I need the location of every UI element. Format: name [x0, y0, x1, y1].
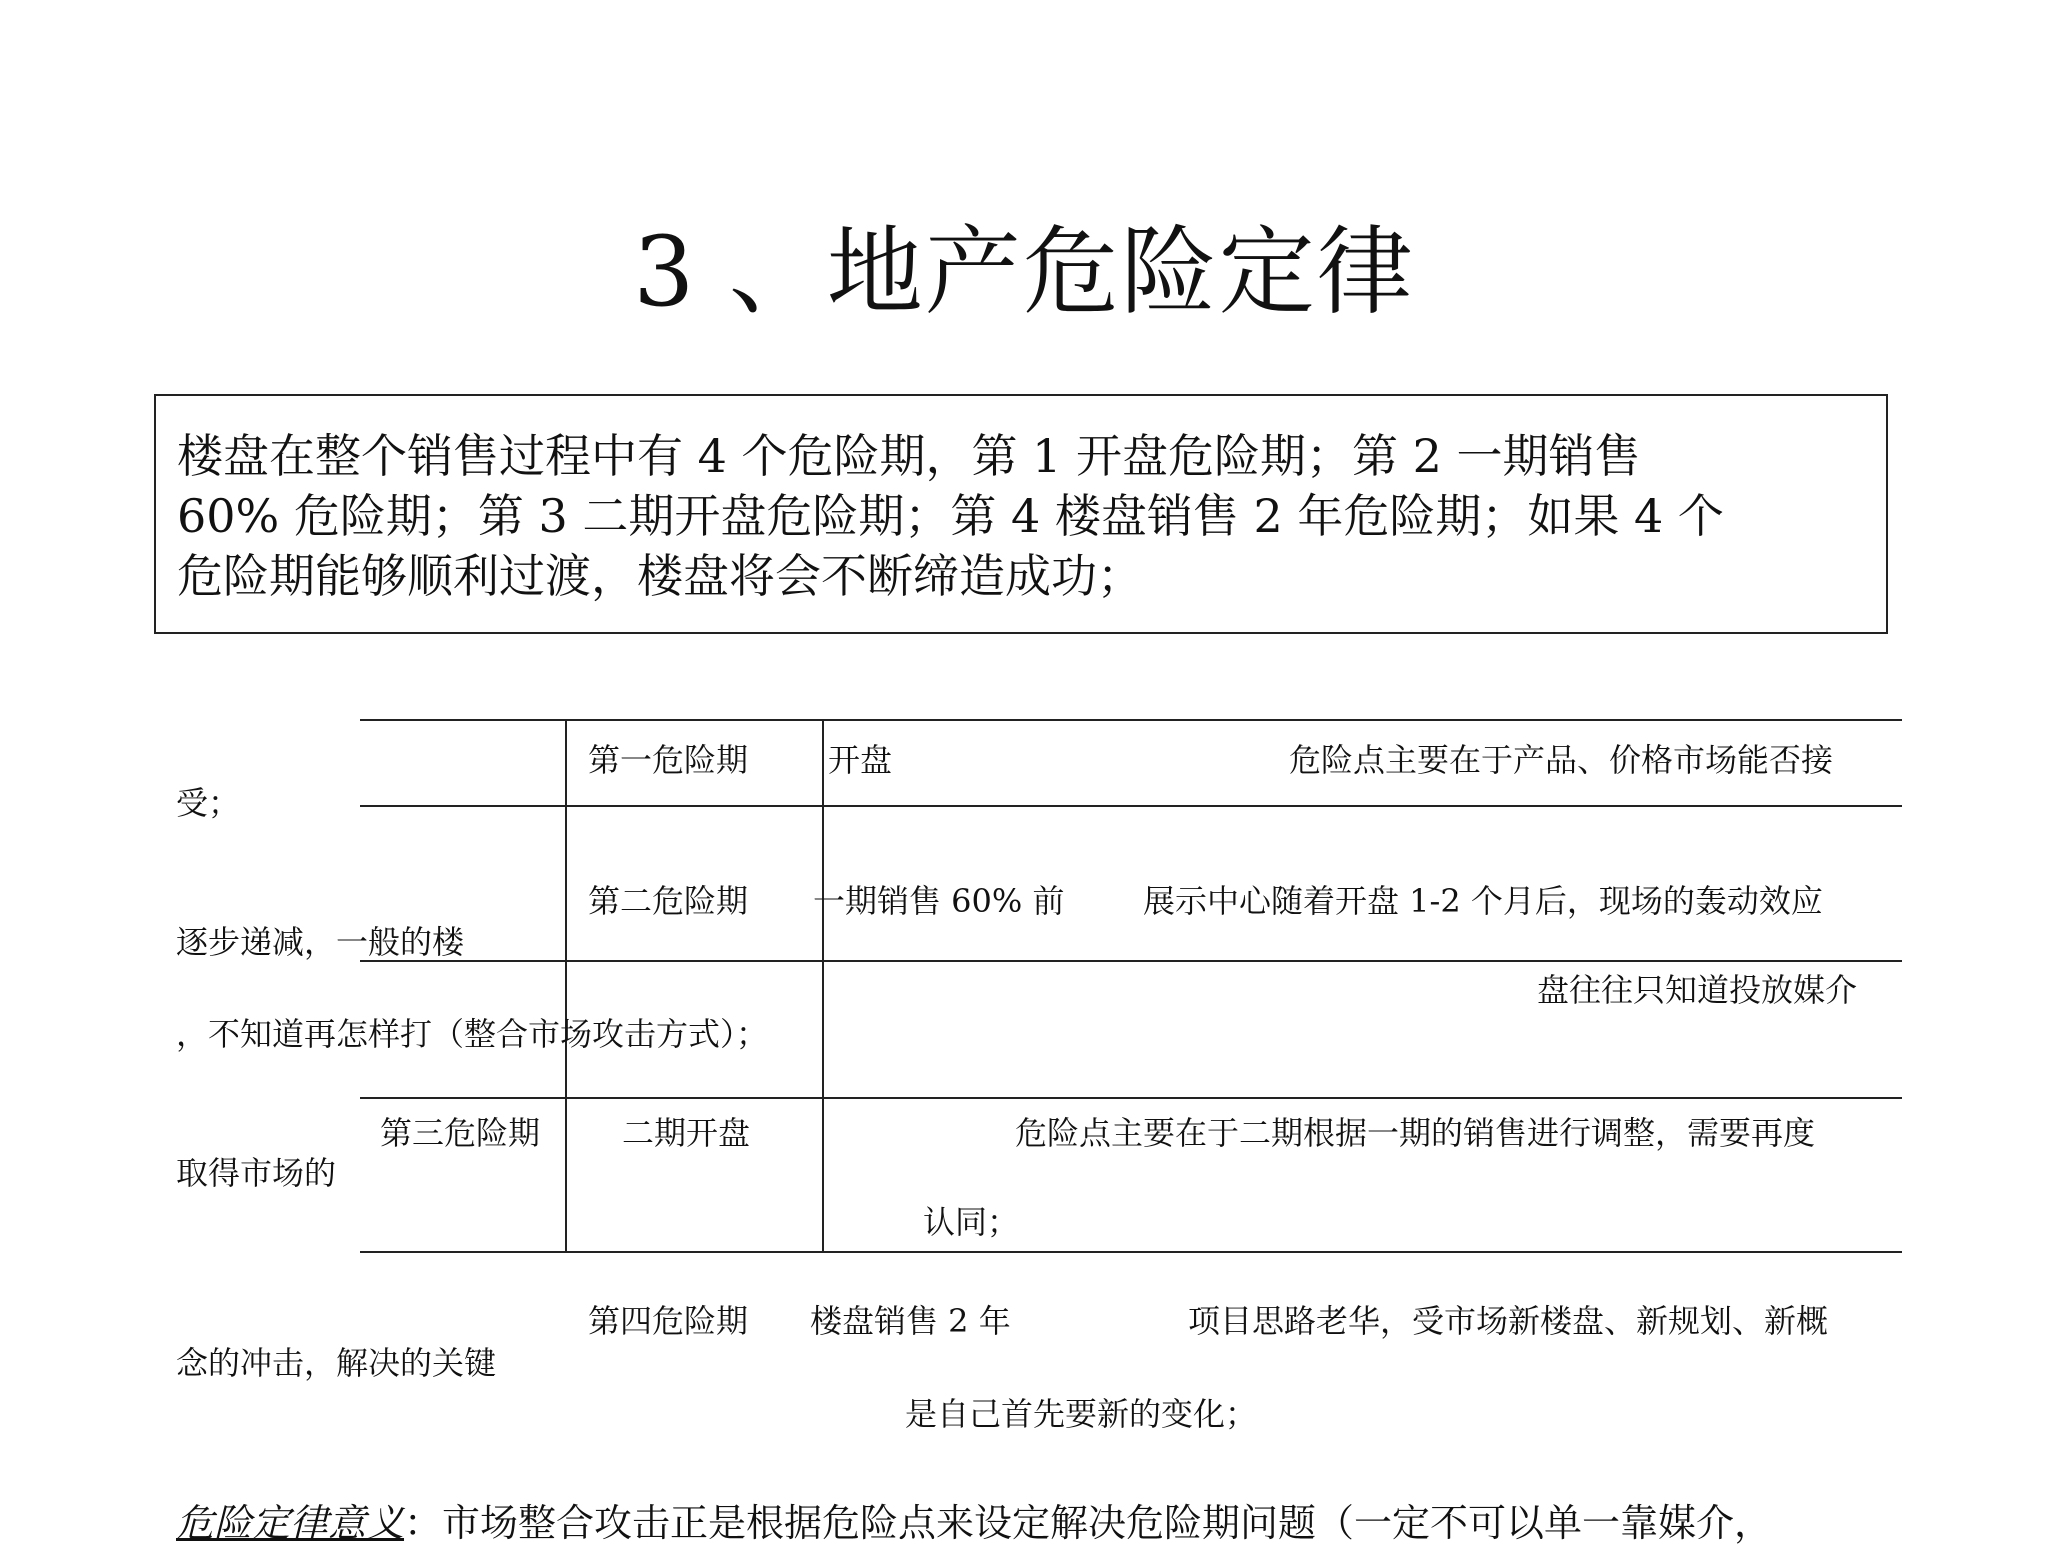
- summary-line-2: 60% 危险期；第 3 二期开盘危险期；第 4 楼盘销售 2 年危险期；如果 4 个: [177, 489, 1724, 543]
- row3-desc-b: 取得市场的: [176, 1154, 337, 1192]
- row4-desc-b: 念的冲击，解决的关键: [176, 1344, 497, 1382]
- row4-period: 第四危险期: [588, 1302, 749, 1340]
- summary-line-1: 楼盘在整个销售过程中有 4 个危险期，第 1 开盘危险期；第 2 一期销售: [177, 429, 1641, 483]
- page-title: 3 、地产危险定律: [633, 216, 1415, 328]
- row4-desc-c: 是自己首先要新的变化；: [905, 1395, 1258, 1433]
- summary-box: [154, 394, 1888, 634]
- significance-text: ：市场整合攻击正是根据危险点来设定解决危险期问题（一定不可以单一靠媒介，: [404, 1501, 1773, 1545]
- row2-period: 第二危险期: [588, 882, 749, 920]
- row1-desc-b: 受；: [176, 784, 241, 822]
- row1-period: 第一危险期: [588, 741, 749, 779]
- row3-desc-a: 危险点主要在于二期根据一期的销售进行调整，需要再度: [1015, 1114, 1816, 1152]
- table-rule-row2a: [360, 960, 1902, 962]
- row1-desc-a: 危险点主要在于产品、价格市场能否接: [1289, 741, 1834, 779]
- row2-stage: 一期销售 60% 前: [813, 882, 1065, 920]
- summary-line-3: 危险期能够顺利过渡，楼盘将会不断缔造成功；: [177, 549, 1143, 603]
- row3-stage: 二期开盘: [622, 1114, 751, 1152]
- row4-stage: 楼盘销售 2 年: [810, 1302, 1011, 1340]
- table-rule-row1: [360, 805, 1902, 807]
- row2-desc-d: ，不知道再怎样打（整合市场攻击方式）；: [176, 1015, 769, 1053]
- row3-period: 第三危险期: [380, 1114, 541, 1152]
- row3-desc-c: 认同；: [923, 1203, 1020, 1241]
- table-rule-top: [360, 719, 1902, 721]
- table-rule-row3: [360, 1251, 1902, 1253]
- row2-desc-a: 展示中心随着开盘 1-2 个月后，现场的轰动效应: [1143, 882, 1823, 920]
- table-rule-col2: [822, 719, 824, 1251]
- row4-desc-a: 项目思路老华，受市场新楼盘、新规划、新概: [1188, 1302, 1829, 1340]
- significance-label: 危险定律意义: [176, 1501, 405, 1545]
- significance-line: [176, 1498, 1772, 1548]
- table-rule-col1: [565, 719, 567, 1251]
- row1-stage: 开盘: [828, 741, 893, 779]
- row2-desc-c: 盘往往只知道投放媒介: [1537, 971, 1858, 1009]
- row2-desc-b: 逐步递减，一般的楼: [176, 923, 465, 961]
- table-rule-row2b: [360, 1097, 1902, 1099]
